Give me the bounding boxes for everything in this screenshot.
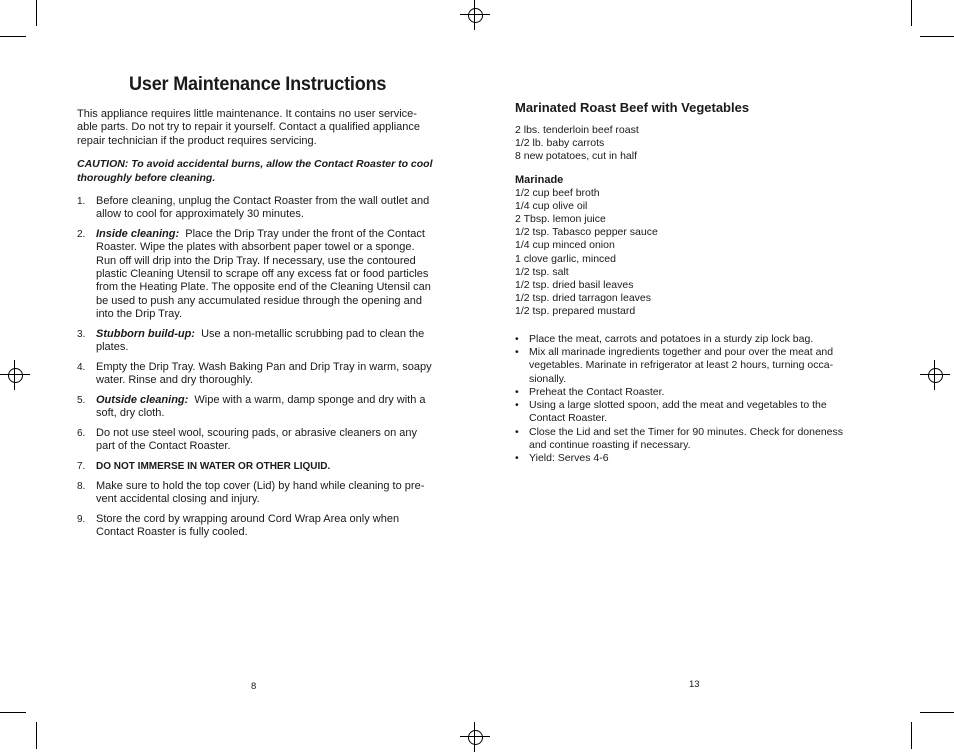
bullet-icon: • bbox=[515, 345, 519, 358]
marinade-item: 1/2 tsp. dried tarragon leaves bbox=[515, 292, 651, 305]
crop-mark bbox=[0, 36, 26, 37]
ingredient-item: 2 lbs. tenderloin beef roast bbox=[515, 124, 639, 136]
ingredient-item: 1/2 lb. baby carrots bbox=[515, 137, 605, 150]
step-item: 5. Outside cleaning: Wipe with a warm, damp sponge and dry with a soft, dry cloth. bbox=[77, 393, 426, 420]
ingredient-item: 8 new potatoes, cut in half bbox=[515, 150, 637, 163]
crop-mark bbox=[36, 0, 37, 26]
crop-mark bbox=[920, 36, 954, 37]
step-item: 1. Before cleaning, unplug the Contact Roaster from the wall outlet and allow to cool for approximately 30 minutes. bbox=[77, 195, 430, 221]
marinade-item: 1/2 tsp. prepared mustard bbox=[515, 305, 636, 318]
method-step: • Yield: Serves 4-6 bbox=[515, 452, 609, 465]
step-item: 2. Inside cleaning: Place the Drip Tray under the front of the Contact Roaster. Wipe the plates with absorbent paper towel or a sponge. Run off will drip into the Drip Tray. If necessary, use the contoured plastic Cleaning Utensil to scrape off any excess fat or food particles from the Heating Plate. The opposite end of the Cleaning Utensil can be used to push any accumulated residue through the opening and into the Drip Tray. bbox=[77, 228, 431, 320]
marinade-item: 2 Tbsp. lemon juice bbox=[515, 213, 606, 226]
marinade-item: 1/4 cup minced onion bbox=[515, 239, 615, 252]
marinade-item: 1/2 tsp. salt bbox=[515, 265, 569, 278]
step-item: 4. Empty the Drip Tray. Wash Baking Pan and Drip Tray in warm, soapy water. Rinse and dry thoroughly. bbox=[77, 360, 432, 387]
page-number-right: 13 bbox=[689, 679, 700, 690]
registration-mark-top bbox=[460, 0, 490, 30]
step-item: 7. DO NOT IMMERSE IN WATER OR OTHER LIQUID. bbox=[77, 461, 331, 473]
crop-mark bbox=[0, 712, 26, 713]
method-list bbox=[515, 333, 860, 466]
page-title: User Maintenance Instructions bbox=[129, 74, 387, 95]
intro-paragraph: This appliance requires little maintenance. It contains no user service-able parts. Do not try to repair it yourself. Contact a qualified appliance repair technician if the product requires servicing. bbox=[77, 108, 421, 147]
step-item: 3. Stubborn build-up: Use a non-metallic scrubbing pad to clean the plates. bbox=[77, 327, 425, 353]
bullet-icon: • bbox=[515, 385, 519, 398]
recipe-title: Marinated Roast Beef with Vegetables bbox=[515, 100, 750, 115]
method-step: • Close the Lid and set the Timer for 90 minutes. Check for doneness and continue roasting if necessary. bbox=[515, 425, 844, 452]
left-page bbox=[77, 74, 435, 546]
marinade-item: 1/2 tsp. dried basil leaves bbox=[515, 279, 634, 292]
method-step: • Mix all marinade ingredients together and pour over the meat and vegetables. Marinate in refrigerator at least 2 hours, turning occa-sionally. bbox=[515, 345, 834, 385]
registration-mark-bottom bbox=[460, 722, 490, 752]
ingredient-list bbox=[515, 124, 860, 164]
marinade-item: 1/2 cup beef broth bbox=[515, 186, 600, 199]
bullet-icon: • bbox=[515, 425, 519, 438]
bullet-icon: • bbox=[515, 452, 519, 465]
registration-mark-right bbox=[920, 360, 950, 390]
marinade-list bbox=[515, 187, 860, 319]
right-page bbox=[515, 100, 860, 466]
method-step: • Using a large slotted spoon, add the meat and vegetables to the Contact Roaster. bbox=[515, 399, 827, 425]
marinade-item: 1 clove garlic, minced bbox=[515, 252, 616, 265]
bullet-icon: • bbox=[515, 332, 519, 345]
caution-note: CAUTION: To avoid accidental burns, allow the Contact Roaster to cool thoroughly before cleaning. bbox=[77, 158, 433, 184]
crop-mark bbox=[911, 0, 912, 26]
bullet-icon: • bbox=[515, 399, 519, 412]
step-item: 6. Do not use steel wool, scouring pads, or abrasive cleaners on any part of the Contact Roaster. bbox=[77, 426, 418, 453]
marinade-heading: Marinade bbox=[515, 173, 564, 186]
marinade-item: 1/4 cup olive oil bbox=[515, 199, 588, 212]
step-item: 8. Make sure to hold the top cover (Lid) by hand while cleaning to pre-vent accidental closing and injury. bbox=[77, 479, 425, 506]
marinade-item: 1/2 tsp. Tabasco pepper sauce bbox=[515, 226, 658, 239]
step-item: 9. Store the cord by wrapping around Cord Wrap Area only when Contact Roaster is fully cooled. bbox=[77, 512, 400, 539]
crop-mark bbox=[911, 722, 912, 749]
crop-mark bbox=[36, 722, 37, 749]
crop-mark bbox=[920, 712, 954, 713]
method-step: • Preheat the Contact Roaster. bbox=[515, 385, 665, 398]
maintenance-steps bbox=[77, 195, 435, 540]
method-step: • Place the meat, carrots and potatoes in a sturdy zip lock bag. bbox=[515, 332, 814, 345]
registration-mark-left bbox=[0, 360, 30, 390]
page-number-left: 8 bbox=[251, 681, 257, 692]
